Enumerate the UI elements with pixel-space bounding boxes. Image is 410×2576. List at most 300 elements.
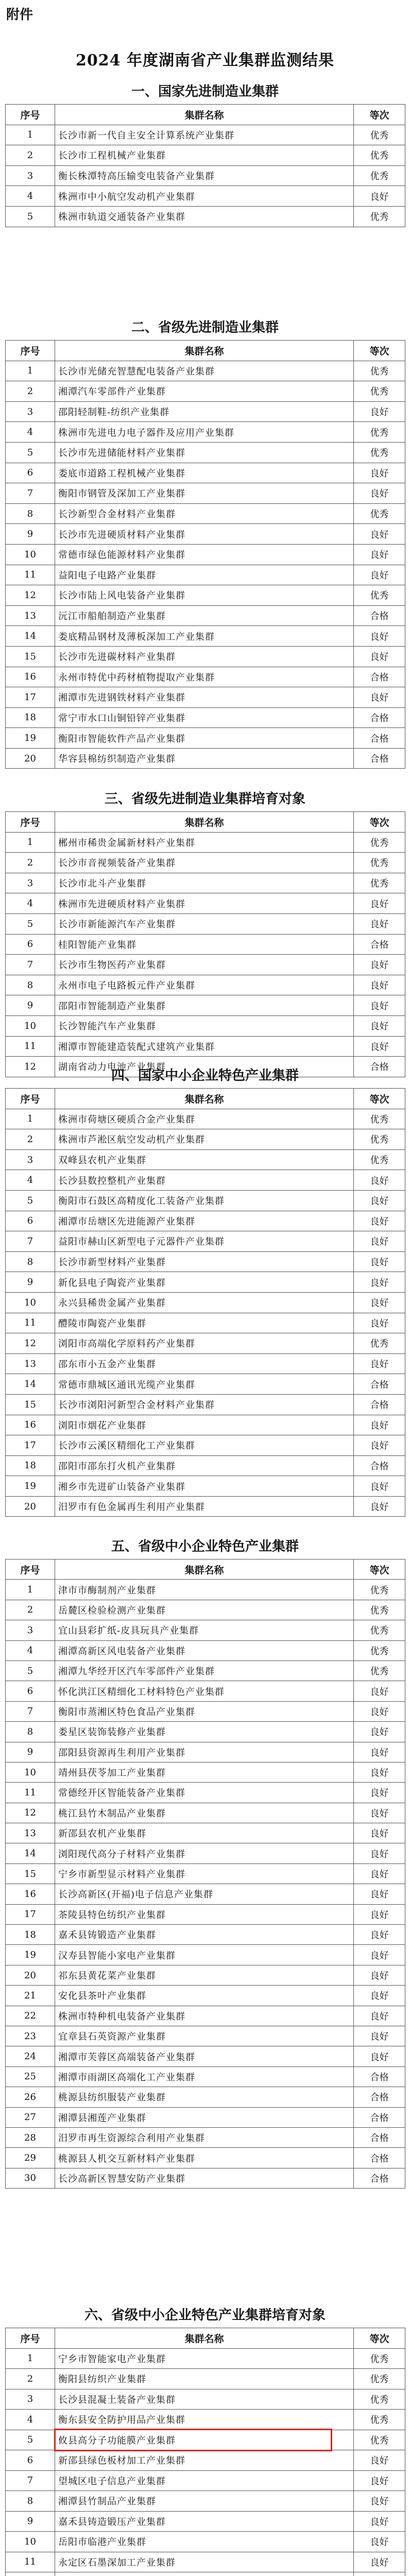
row-grade: 良好 — [354, 1742, 405, 1762]
header-serial-number: 序号 — [6, 1089, 55, 1109]
row-serial-number: 1 — [6, 832, 55, 853]
table-header-row — [6, 1089, 405, 1109]
table-row — [6, 1925, 405, 1945]
row-cluster-name: 长沙市陆上风电装备产业集群 — [55, 585, 354, 606]
row-cluster-name: 长沙市先进碳材料产业集群 — [55, 646, 354, 667]
row-cluster-name: 邵阳轻制鞋-纺织产业集群 — [55, 401, 354, 422]
row-serial-number: 15 — [6, 1863, 55, 1884]
table-row — [6, 442, 405, 463]
row-grade: 良好 — [354, 626, 405, 647]
row-serial-number: 18 — [6, 707, 55, 728]
row-cluster-name: 衡阳市石鼓区高精度化工装备产业集群 — [55, 1190, 354, 1211]
row-serial-number: 7 — [6, 1701, 55, 1721]
row-cluster-name: 汉寿县智能小家电产业集群 — [55, 1945, 354, 1965]
row-grade: 优秀 — [354, 1333, 405, 1354]
row-grade: 良好 — [354, 1945, 405, 1965]
section-title: 六、省级中小企业特色产业集群培育对象 — [84, 2307, 326, 2323]
row-grade: 合格 — [354, 2127, 405, 2147]
row-cluster-name: 茶陵县特色纺织产业集群 — [55, 1904, 354, 1924]
table-row — [6, 165, 405, 186]
table-row — [6, 1660, 405, 1681]
row-serial-number: 3 — [6, 873, 55, 893]
row-serial-number: 19 — [6, 1945, 55, 1965]
table-row — [6, 728, 405, 749]
row-grade: 良好 — [354, 1476, 405, 1497]
row-cluster-name: 衡阳市智能软件产品产业集群 — [55, 728, 354, 749]
header-cluster-name: 集群名称 — [55, 812, 354, 833]
section-title: 四、国家中小企业特色产业集群 — [111, 1067, 299, 1083]
header-grade: 等次 — [354, 341, 405, 361]
row-cluster-name: 株洲市特种机电装备产业集群 — [55, 2006, 354, 2026]
header-serial-number: 序号 — [6, 2328, 55, 2349]
row-serial-number: 26 — [6, 2087, 55, 2107]
row-cluster-name: 株洲市荷塘区硬质合金产业集群 — [55, 1109, 354, 1129]
row-grade: 良好 — [354, 1415, 405, 1435]
row-cluster-name: 宁乡市新型显示材料产业集群 — [55, 1863, 354, 1884]
row-grade: 良好 — [354, 1884, 405, 1904]
table-row — [6, 1762, 405, 1782]
table-row — [6, 1333, 405, 1354]
table-row — [6, 401, 405, 422]
row-cluster-name: 湘潭县竹制品产业集群 — [55, 2491, 354, 2512]
row-grade: 良好 — [354, 1231, 405, 1252]
row-serial-number: 15 — [6, 646, 55, 667]
section-provincial-advanced-cultivation — [5, 786, 405, 1077]
row-grade: 良好 — [354, 687, 405, 708]
row-cluster-name: 长沙县混凝土装备产业集群 — [55, 2389, 354, 2410]
row-serial-number: 2 — [6, 381, 55, 402]
table-row — [6, 1722, 405, 1742]
table-row — [6, 687, 405, 708]
row-cluster-name: 新邵县绿色板材加工产业集群 — [55, 2450, 354, 2471]
table-row — [6, 913, 405, 934]
row-cluster-name: 浏阳现代高分子材料产业集群 — [55, 1843, 354, 1863]
table-row — [6, 1435, 405, 1456]
row-serial-number: 4 — [6, 1640, 55, 1660]
row-serial-number: 14 — [6, 626, 55, 647]
row-serial-number: 10 — [6, 1762, 55, 1782]
row-grade: 合格 — [354, 2168, 405, 2188]
row-cluster-name: 长沙新型合金材料产业集群 — [55, 503, 354, 524]
row-cluster-name: 常德市鼎城区通讯光缆产业集群 — [55, 1374, 354, 1395]
row-cluster-name: 永兴县稀贵金属产业集群 — [55, 1292, 354, 1313]
table-row — [6, 565, 405, 585]
row-cluster-name: 长沙市生物医药产业集群 — [55, 955, 354, 975]
row-serial-number: 20 — [6, 748, 55, 769]
row-serial-number: 1 — [6, 361, 55, 381]
table-row — [6, 2470, 405, 2491]
row-grade: 优秀 — [354, 361, 405, 381]
annex-label: 附件 — [6, 7, 33, 22]
table-row — [6, 1701, 405, 1721]
row-cluster-name: 宜章县石英资源产业集群 — [55, 2026, 354, 2046]
row-cluster-name: 岳麓区检验检测产业集群 — [55, 1600, 354, 1620]
table-row — [6, 873, 405, 893]
row-grade: 合格 — [354, 1394, 405, 1415]
row-cluster-name: 湘乡市先进矿山装备产业集群 — [55, 1476, 354, 1497]
row-grade: 优秀 — [354, 381, 405, 402]
row-cluster-name: 娄星区装饰装修产业集群 — [55, 1722, 354, 1742]
row-cluster-name: 桃源县人机交互新材料产业集群 — [55, 2148, 354, 2168]
row-grade: 良好 — [354, 1292, 405, 1313]
table-row — [6, 2532, 405, 2552]
row-grade: 合格 — [354, 934, 405, 955]
row-serial-number: 15 — [6, 1394, 55, 1415]
row-serial-number: 12 — [6, 1057, 55, 1077]
row-cluster-name: 湘潭市先进钢铁材料产业集群 — [55, 687, 354, 708]
row-grade: 良好 — [354, 463, 405, 483]
row-grade — [354, 2572, 405, 2576]
row-grade: 优秀 — [354, 853, 405, 873]
row-cluster-name: 娄底市道路工程机械产业集群 — [55, 463, 354, 483]
row-serial-number: 5 — [6, 1660, 55, 1681]
table-row — [6, 1803, 405, 1823]
table-row — [6, 1600, 405, 1620]
header-grade: 等次 — [354, 1560, 405, 1580]
row-serial-number: 2 — [6, 2369, 55, 2389]
table-row — [6, 2491, 405, 2512]
row-grade: 良好 — [354, 544, 405, 565]
row-grade: 良好 — [354, 1251, 405, 1272]
table-header-row — [6, 105, 405, 125]
row-grade: 合格 — [354, 748, 405, 769]
table-row — [6, 1129, 405, 1150]
row-cluster-name: 津市市酶制剂产业集群 — [55, 1580, 354, 1600]
table-row — [6, 186, 405, 207]
table-row — [6, 1640, 405, 1660]
row-serial-number: 19 — [6, 1476, 55, 1497]
row-serial-number: 2 — [6, 853, 55, 873]
header-grade: 等次 — [354, 2328, 405, 2349]
row-serial-number: 8 — [6, 975, 55, 995]
row-cluster-name: 株洲市中小航空发动机产业集群 — [55, 186, 354, 207]
header-serial-number: 序号 — [6, 812, 55, 833]
row-cluster-name: 长沙市光储充智慧配电装备产业集群 — [55, 361, 354, 381]
row-cluster-name: 长沙高新区智慧安防产业集群 — [55, 2168, 354, 2188]
section-national-sme-characteristic — [5, 1062, 405, 1517]
row-cluster-name: 祁东县黄花菜产业集群 — [55, 1965, 354, 1985]
table-row — [6, 955, 405, 975]
row-cluster-name: 湘潭九华经开区汽车零部件产业集群 — [55, 1660, 354, 1681]
table-row — [6, 626, 405, 647]
row-cluster-name: 双峰县农机产业集群 — [55, 1149, 354, 1170]
row-serial-number: 4 — [6, 893, 55, 914]
table-row — [6, 1015, 405, 1036]
table-row — [6, 206, 405, 227]
row-grade: 合格 — [354, 1057, 405, 1077]
row-grade: 优秀 — [354, 206, 405, 227]
row-cluster-name: 永州市电子电路板元件产业集群 — [55, 975, 354, 995]
row-serial-number: 18 — [6, 1925, 55, 1945]
row-serial-number: 1 — [6, 2348, 55, 2369]
row-grade: 优秀 — [354, 1149, 405, 1170]
row-serial-number: 3 — [6, 2389, 55, 2410]
table-row — [6, 1109, 405, 1129]
table-row — [6, 1884, 405, 1904]
row-grade: 良好 — [354, 1986, 405, 2006]
table-row — [6, 1455, 405, 1476]
row-grade: 优秀 — [354, 873, 405, 893]
row-serial-number: 8 — [6, 503, 55, 524]
row-serial-number: 13 — [6, 1353, 55, 1374]
row-serial-number: 17 — [6, 1904, 55, 1924]
row-serial-number: 9 — [6, 1742, 55, 1762]
header-cluster-name: 集群名称 — [55, 2328, 354, 2349]
header-cluster-name: 集群名称 — [55, 1560, 354, 1580]
row-serial-number: 11 — [6, 1313, 55, 1333]
document-title: 2024 年度湖南省产业集群监测结果 — [76, 52, 334, 70]
table-row — [6, 934, 405, 955]
row-serial-number: 11 — [6, 565, 55, 585]
row-serial-number: 21 — [6, 1986, 55, 2006]
row-serial-number: 6 — [6, 934, 55, 955]
table-row — [6, 361, 405, 381]
row-serial-number: 20 — [6, 1496, 55, 1517]
row-grade: 良好 — [354, 1904, 405, 1924]
row-serial-number: 7 — [6, 483, 55, 504]
table-row — [6, 1313, 405, 1333]
row-grade: 合格 — [354, 2107, 405, 2127]
row-grade: 优秀 — [354, 1109, 405, 1129]
row-cluster-name: 宜山县彩扩纸-皮具玩具产业集群 — [55, 1620, 354, 1640]
results-table — [5, 340, 405, 769]
row-grade: 良好 — [354, 2046, 405, 2066]
row-cluster-name: 长沙智能汽车产业集群 — [55, 1015, 354, 1036]
row-grade: 合格 — [354, 605, 405, 626]
row-serial-number: 13 — [6, 1823, 55, 1843]
row-grade: 良好 — [354, 893, 405, 914]
row-serial-number: 1 — [6, 125, 55, 145]
row-cluster-name: 长沙市新能源汽车产业集群 — [55, 913, 354, 934]
table-row — [6, 381, 405, 402]
row-grade: 合格 — [354, 1374, 405, 1395]
table-row — [6, 2430, 405, 2450]
section-provincial-sme-characteristic — [5, 1533, 405, 2189]
row-cluster-name: 长沙市音视频装备产业集群 — [55, 853, 354, 873]
table-row — [6, 1681, 405, 1701]
row-cluster-name: 株洲市轨道交通装备产业集群 — [55, 206, 354, 227]
row-cluster-name: 益阳市赫山区新型电子元器件产业集群 — [55, 1231, 354, 1252]
row-serial-number: 8 — [6, 2491, 55, 2512]
row-grade: 良好 — [354, 186, 405, 207]
table-row — [6, 2552, 405, 2572]
row-serial-number: 8 — [6, 1251, 55, 1272]
table-row — [6, 2026, 405, 2046]
row-grade: 优秀 — [354, 1660, 405, 1681]
results-table — [5, 1559, 405, 2189]
row-grade: 良好 — [354, 2511, 405, 2532]
section-title: 一、国家先进制造业集群 — [131, 83, 279, 99]
row-serial-number: 6 — [6, 1211, 55, 1231]
row-cluster-name: 湘潭市智能建造装配式建筑产业集群 — [55, 1036, 354, 1057]
table-row — [6, 748, 405, 769]
row-cluster-name: 怀化洪江区精细化工材料特色产业集群 — [55, 1681, 354, 1701]
table-row — [6, 2348, 405, 2369]
table-row — [6, 1374, 405, 1395]
row-cluster-name: 郴州市稀贵金属新材料产业集群 — [55, 832, 354, 853]
row-grade: 良好 — [354, 975, 405, 995]
row-cluster-name: 长沙市新型材料产业集群 — [55, 1251, 354, 1272]
row-cluster-name: 湘潭市岳塘区先进能源产业集群 — [55, 1211, 354, 1231]
row-serial-number: 18 — [6, 1455, 55, 1476]
row-cluster-name: 浏阳市高端化学原料药产业集群 — [55, 1333, 354, 1354]
table-row — [6, 1620, 405, 1640]
row-cluster-name: 长沙市浏阳河新型合金材料产业集群 — [55, 1394, 354, 1415]
row-cluster-name: 衡阳市钢管及深加工产业集群 — [55, 483, 354, 504]
table-row — [6, 544, 405, 565]
table-row — [6, 2148, 405, 2168]
row-cluster-name: 新邵县农机产业集群 — [55, 1823, 354, 1843]
row-cluster-name — [55, 2572, 354, 2576]
row-serial-number: 5 — [6, 1190, 55, 1211]
row-grade: 良好 — [354, 1015, 405, 1036]
row-grade: 良好 — [354, 2470, 405, 2491]
row-serial-number: 14 — [6, 1374, 55, 1395]
row-cluster-name: 浏阳市烟花产业集群 — [55, 1415, 354, 1435]
row-serial-number: 9 — [6, 995, 55, 1016]
row-cluster-name: 攸县高分子功能膜产业集群 — [55, 2430, 354, 2450]
row-cluster-name: 株洲市芦淞区航空发动机产业集群 — [55, 1129, 354, 1150]
row-serial-number: 28 — [6, 2127, 55, 2147]
table-header-row — [6, 2328, 405, 2349]
table-row — [6, 1823, 405, 1843]
row-grade: 良好 — [354, 2026, 405, 2046]
row-cluster-name: 长沙市先进硬质材料产业集群 — [55, 524, 354, 545]
table-row — [6, 1496, 405, 1517]
row-grade: 良好 — [354, 1803, 405, 1823]
row-grade: 良好 — [354, 646, 405, 667]
row-grade: 优秀 — [354, 1580, 405, 1600]
row-serial-number: 6 — [6, 463, 55, 483]
table-row — [6, 2066, 405, 2087]
row-serial-number: 16 — [6, 1415, 55, 1435]
results-table — [5, 811, 405, 1077]
row-serial-number: 27 — [6, 2107, 55, 2127]
row-serial-number: 4 — [6, 186, 55, 207]
section-provincial-advanced-manufacturing — [5, 314, 405, 769]
row-serial-number: 2 — [6, 1600, 55, 1620]
table-row — [6, 1945, 405, 1965]
table-row — [6, 503, 405, 524]
table-row — [6, 605, 405, 626]
table-row — [6, 1580, 405, 1600]
row-cluster-name: 常宁市水口山铜铅锌产业集群 — [55, 707, 354, 728]
row-serial-number: 11 — [6, 2552, 55, 2572]
row-cluster-name: 桃源县纺织服装产业集群 — [55, 2087, 354, 2107]
row-serial-number: 3 — [6, 1620, 55, 1640]
row-grade: 优秀 — [354, 2410, 405, 2430]
table-row — [6, 125, 405, 145]
row-serial-number: 8 — [6, 1722, 55, 1742]
row-grade: 良好 — [354, 1496, 405, 1517]
row-cluster-name: 宁乡市智能家电产业集群 — [55, 2348, 354, 2369]
row-grade: 良好 — [354, 1036, 405, 1057]
row-cluster-name: 长沙市先进储能材料产业集群 — [55, 442, 354, 463]
table-row — [6, 1742, 405, 1762]
row-cluster-name: 永定区石墨深加工产业集群 — [55, 2552, 354, 2572]
row-serial-number: 3 — [6, 1149, 55, 1170]
row-cluster-name: 长沙市工程机械产业集群 — [55, 145, 354, 166]
row-cluster-name: 桃江县竹木制品产业集群 — [55, 1803, 354, 1823]
row-serial-number: 5 — [6, 442, 55, 463]
row-serial-number: 17 — [6, 1435, 55, 1456]
row-grade: 良好 — [354, 1313, 405, 1333]
row-cluster-name: 常德经开区智能装备产业集群 — [55, 1783, 354, 1803]
row-cluster-name: 湖南省动力电池产业集群 — [55, 1057, 354, 1077]
table-row — [6, 483, 405, 504]
row-grade: 优秀 — [354, 2389, 405, 2410]
row-serial-number: 6 — [6, 2450, 55, 2471]
table-row — [6, 585, 405, 606]
header-serial-number: 序号 — [6, 1560, 55, 1580]
row-serial-number: 14 — [6, 1843, 55, 1863]
row-grade: 合格 — [354, 2148, 405, 2168]
row-cluster-name: 衡东县安全防护用品产业集群 — [55, 2410, 354, 2430]
table-row — [6, 2127, 405, 2147]
table-row — [6, 1170, 405, 1191]
row-serial-number: 23 — [6, 2026, 55, 2046]
table-row — [6, 145, 405, 166]
table-row — [6, 2087, 405, 2107]
table-row — [6, 893, 405, 914]
table-row — [6, 422, 405, 443]
row-serial-number — [6, 2572, 55, 2576]
row-cluster-name: 华容县棉纺织制造产业集群 — [55, 748, 354, 769]
header-cluster-name: 集群名称 — [55, 1089, 354, 1109]
row-cluster-name: 靖州县茯苓加工产业集群 — [55, 1762, 354, 1782]
row-cluster-name: 株洲市先进电力电子器件及应用产业集群 — [55, 422, 354, 443]
table-row — [6, 1036, 405, 1057]
row-serial-number: 30 — [6, 2168, 55, 2188]
row-cluster-name: 湘潭市芙蓉区高端装备产业集群 — [55, 2046, 354, 2066]
row-grade: 良好 — [354, 1783, 405, 1803]
row-cluster-name: 常德市绿色能源材料产业集群 — [55, 544, 354, 565]
row-grade: 合格 — [354, 1455, 405, 1476]
row-serial-number: 12 — [6, 585, 55, 606]
row-cluster-name: 衡阳市蒸湘区特色食品产业集群 — [55, 1701, 354, 1721]
row-serial-number: 2 — [6, 1129, 55, 1150]
table-row — [6, 1863, 405, 1884]
row-serial-number: 5 — [6, 2430, 55, 2450]
table-row — [6, 1783, 405, 1803]
row-serial-number: 1 — [6, 1109, 55, 1129]
row-cluster-name: 湘潭高新区风电装备产业集群 — [55, 1640, 354, 1660]
row-grade: 良好 — [354, 1863, 405, 1884]
row-serial-number: 10 — [6, 544, 55, 565]
row-grade: 良好 — [354, 1762, 405, 1782]
table-row — [6, 524, 405, 545]
row-cluster-name: 娄底精品钢材及薄板深加工产业集群 — [55, 626, 354, 647]
row-serial-number: 29 — [6, 2148, 55, 2168]
row-grade: 优秀 — [354, 2348, 405, 2369]
table-row — [6, 2107, 405, 2127]
row-serial-number: 11 — [6, 1783, 55, 1803]
row-grade: 良好 — [354, 2450, 405, 2471]
row-grade: 良好 — [354, 1843, 405, 1863]
row-cluster-name: 沅江市船舶制造产业集群 — [55, 605, 354, 626]
table-row — [6, 2369, 405, 2389]
table-row — [6, 1394, 405, 1415]
row-serial-number: 3 — [6, 165, 55, 186]
row-grade: 良好 — [354, 401, 405, 422]
row-grade: 良好 — [354, 1722, 405, 1742]
row-serial-number: 11 — [6, 1036, 55, 1057]
table-row — [6, 853, 405, 873]
results-table — [5, 2328, 405, 2576]
table-row — [6, 995, 405, 1016]
row-cluster-name: 衡长株潭特高压输变电装备产业集群 — [55, 165, 354, 186]
table-row — [6, 1353, 405, 1374]
